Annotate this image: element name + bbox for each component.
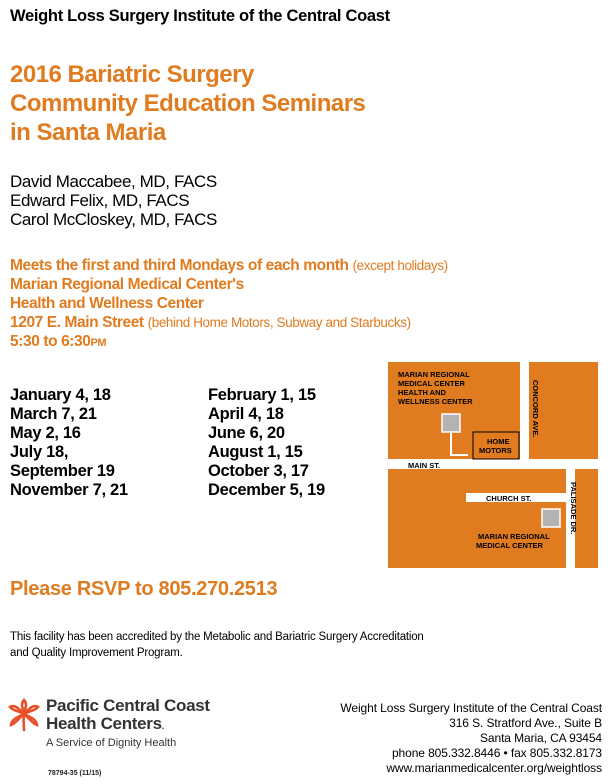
dignity-health-star-icon [6,698,42,732]
wellness-label-line: MEDICAL CENTER [398,379,465,388]
contact-line: 316 S. Stratford Ave., Suite B [449,716,602,730]
date-entry: March 7, 21 [10,405,97,423]
date-entry: October 3, 17 [208,462,309,480]
church-street-label: CHURCH ST. [486,494,532,503]
rsvp-phone: Please RSVP to 805.270.2513 [10,578,278,600]
date-entry: December 5, 19 [208,481,325,499]
date-entry: May 2, 16 [10,424,81,442]
dates-left-column [10,386,128,500]
concord-avenue [520,362,529,459]
logo-name-text: Health Centers [46,714,162,733]
accreditation-line: This facility has been accredited by the Metabolic and Bariatric Surgery Accreditation [10,631,424,643]
logo-name-line [46,715,210,735]
doctor-name: David Maccabee, MD, FACS [10,172,217,191]
wellness-label-line: HEALTH AND [398,388,446,397]
title-line: 2016 Bariatric Surgery [10,61,254,88]
wellness-label-line: WELLNESS CENTER [398,397,473,406]
main-street-label: MAIN ST. [408,461,441,470]
address-line [10,313,448,332]
website-link[interactable]: www.marianmedicalcenter.org/weightloss [386,761,602,775]
address-text: 1207 E. Main Street [10,314,144,331]
doctor-name: Edward Felix, MD, FACS [10,191,190,210]
palisade-drive-label: PALISADE DR. [569,482,578,535]
date-entry: April 4, 18 [208,405,284,423]
logo-subtitle: A Service of Dignity Health [46,737,177,749]
doctor-name: Carol McCloskey, MD, FACS [10,210,217,229]
date-entry: July 18, [10,443,69,461]
wellness-label-line: MARIAN REGIONAL [398,370,470,379]
home-motors-label-line: MOTORS [479,446,512,455]
contact-line: Weight Loss Surgery Institute of the Central Coast [340,701,602,715]
date-entry: November 7, 21 [10,481,128,499]
institute-header: Weight Loss Surgery Institute of the Central Coast [10,7,390,25]
logo-name-line: Pacific Central Coast [46,696,210,715]
medical-center-building [542,509,560,527]
time-text: 5:30 to 6:30 [10,333,91,350]
logo-wordmark [46,697,210,735]
title-line: Community Education Seminars [10,90,366,117]
date-entry: June 6, 20 [208,424,285,442]
contact-line: phone 805.332.8446 • fax 805.332.8173 [391,746,602,760]
meeting-info [10,256,448,353]
home-motors-label-line: HOME [487,437,510,446]
schedule-line [10,256,448,275]
time-suffix: PM [90,337,107,349]
venue-line: Health and Wellness Center [10,295,204,312]
schedule-note: (except holidays) [352,258,448,273]
location-map [388,362,598,568]
address-note: (behind Home Motors, Subway and Starbucks) [147,315,411,330]
medical-center-label-line: MARIAN REGIONAL [478,532,550,541]
contact-block [340,701,602,776]
accreditation-line: and Quality Improvement Program. [10,647,183,659]
document-code: 78794-35 (11/15) [48,770,102,777]
date-entry: August 1, 15 [208,443,303,461]
time-line [10,332,448,353]
date-entry: February 1, 15 [208,386,316,404]
page-title [10,60,365,147]
venue-line: Marian Regional Medical Center's [10,276,244,293]
dates-right-column [208,386,325,500]
doctor-list [10,172,217,229]
date-entry: January 4, 18 [10,386,111,404]
medical-center-label-line: MEDICAL CENTER [476,541,543,550]
title-line: in Santa Maria [10,119,166,146]
wellness-center-building [442,414,460,432]
contact-line: Santa Maria, CA 93454 [480,731,602,745]
date-entry: September 19 [10,462,115,480]
schedule-text: Meets the first and third Mondays of each month [10,257,349,274]
concord-avenue-label: CONCORD AVE. [531,380,540,438]
accreditation-note [10,629,424,661]
logo-trademark: . [161,721,164,731]
